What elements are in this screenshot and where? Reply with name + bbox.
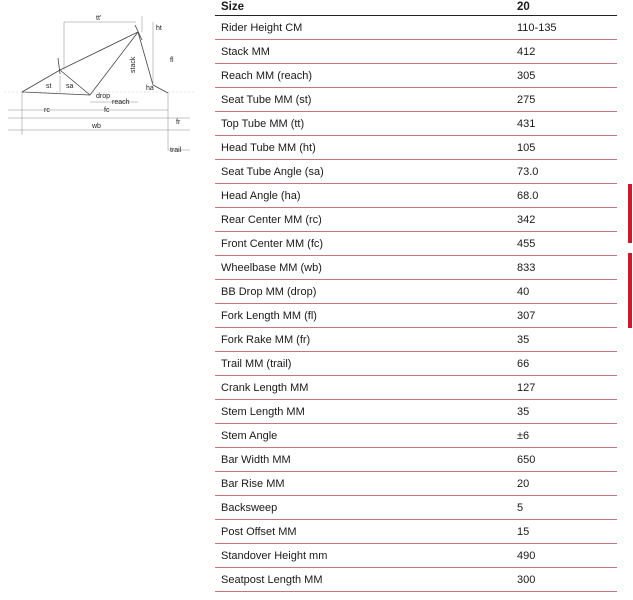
- spec-value: 307: [511, 304, 617, 328]
- spec-label: Wheelbase MM (wb): [215, 256, 511, 280]
- table-row: [215, 88, 617, 112]
- table-row: [215, 280, 617, 304]
- table-row: [215, 376, 617, 400]
- label-stack: stack: [130, 56, 137, 73]
- geometry-svg: [0, 0, 200, 160]
- table-row: [215, 472, 617, 496]
- spec-label: Crank Length MM: [215, 376, 511, 400]
- spec-label: Trail MM (trail): [215, 352, 511, 376]
- spec-label: Stack MM: [215, 40, 511, 64]
- spec-value: 305: [511, 64, 617, 88]
- diagram-text: [44, 15, 182, 154]
- spec-value: 127: [511, 376, 617, 400]
- spec-value: 650: [511, 448, 617, 472]
- table-row: [215, 232, 617, 256]
- accent-bar-top: [628, 184, 632, 243]
- header-size-label: Size: [215, 0, 511, 16]
- spec-label: Bar Rise MM: [215, 472, 511, 496]
- spec-value: ±6: [511, 424, 617, 448]
- table-header-row: [215, 0, 617, 16]
- table-row: [215, 424, 617, 448]
- spec-label: Backsweep: [215, 496, 511, 520]
- table-row: [215, 328, 617, 352]
- spec-value: 342: [511, 208, 617, 232]
- label-ha: ha: [146, 85, 154, 92]
- table-row: [215, 352, 617, 376]
- table-row: [215, 160, 617, 184]
- spec-value: 455: [511, 232, 617, 256]
- spec-value: 40: [511, 280, 617, 304]
- spec-value: 431: [511, 112, 617, 136]
- spec-value: 68.0: [511, 184, 617, 208]
- label-rc: rc: [44, 107, 50, 114]
- spec-value: 833: [511, 256, 617, 280]
- spec-label: Head Tube MM (ht): [215, 136, 511, 160]
- label-wb: wb: [92, 123, 101, 130]
- table-row: [215, 40, 617, 64]
- table-row: [215, 520, 617, 544]
- spec-value: 300: [511, 568, 617, 592]
- geometry-table: [215, 0, 617, 592]
- label-drop: drop: [96, 93, 111, 100]
- table-row: [215, 544, 617, 568]
- spec-label: Stem Length MM: [215, 400, 511, 424]
- spec-label: BB Drop MM (drop): [215, 280, 511, 304]
- spec-value: 275: [511, 88, 617, 112]
- label-ht: ht: [156, 25, 162, 32]
- spec-value: 66: [511, 352, 617, 376]
- table-row: [215, 568, 617, 592]
- table-row: [215, 448, 617, 472]
- header-size-value: 20: [511, 0, 617, 16]
- table-row: [215, 16, 617, 40]
- label-fl: fl: [170, 57, 174, 64]
- spec-value: 5: [511, 496, 617, 520]
- spec-label: Head Angle (ha): [215, 184, 511, 208]
- spec-label: Rear Center MM (rc): [215, 208, 511, 232]
- label-sa: sa: [66, 83, 74, 90]
- spec-value: 110-135: [511, 16, 617, 40]
- spec-value: 15: [511, 520, 617, 544]
- table-row: [215, 184, 617, 208]
- table-row: [215, 112, 617, 136]
- table-row: [215, 136, 617, 160]
- spec-label: Front Center MM (fc): [215, 232, 511, 256]
- label-fc: fc: [104, 107, 110, 114]
- spec-label: Fork Rake MM (fr): [215, 328, 511, 352]
- spec-value: 490: [511, 544, 617, 568]
- spec-label: Seat Tube MM (st): [215, 88, 511, 112]
- spec-value: 35: [511, 400, 617, 424]
- spec-label: Seatpost Length MM: [215, 568, 511, 592]
- spec-label: Top Tube MM (tt): [215, 112, 511, 136]
- spec-value: 73.0: [511, 160, 617, 184]
- table-row: [215, 496, 617, 520]
- spec-value: 105: [511, 136, 617, 160]
- spec-label: Bar Width MM: [215, 448, 511, 472]
- label-tt: tt': [96, 15, 102, 22]
- table-row: [215, 400, 617, 424]
- table-body: [215, 16, 617, 592]
- spec-value: 412: [511, 40, 617, 64]
- accent-bar-bottom: [628, 253, 632, 328]
- geometry-diagram: [0, 0, 200, 160]
- label-reach: reach: [112, 99, 130, 106]
- label-st: st: [46, 83, 52, 90]
- table-row: [215, 208, 617, 232]
- spec-label: Fork Length MM (fl): [215, 304, 511, 328]
- spec-label: Seat Tube Angle (sa): [215, 160, 511, 184]
- spec-label: Rider Height CM: [215, 16, 511, 40]
- table-row: [215, 256, 617, 280]
- spec-label: Post Offset MM: [215, 520, 511, 544]
- table-row: [215, 304, 617, 328]
- table-row: [215, 64, 617, 88]
- label-trail: trail: [170, 147, 182, 154]
- spec-label: Reach MM (reach): [215, 64, 511, 88]
- label-fr: fr: [176, 119, 181, 126]
- spec-label: Stem Angle: [215, 424, 511, 448]
- spec-value: 20: [511, 472, 617, 496]
- spec-value: 35: [511, 328, 617, 352]
- spec-label: Standover Height mm: [215, 544, 511, 568]
